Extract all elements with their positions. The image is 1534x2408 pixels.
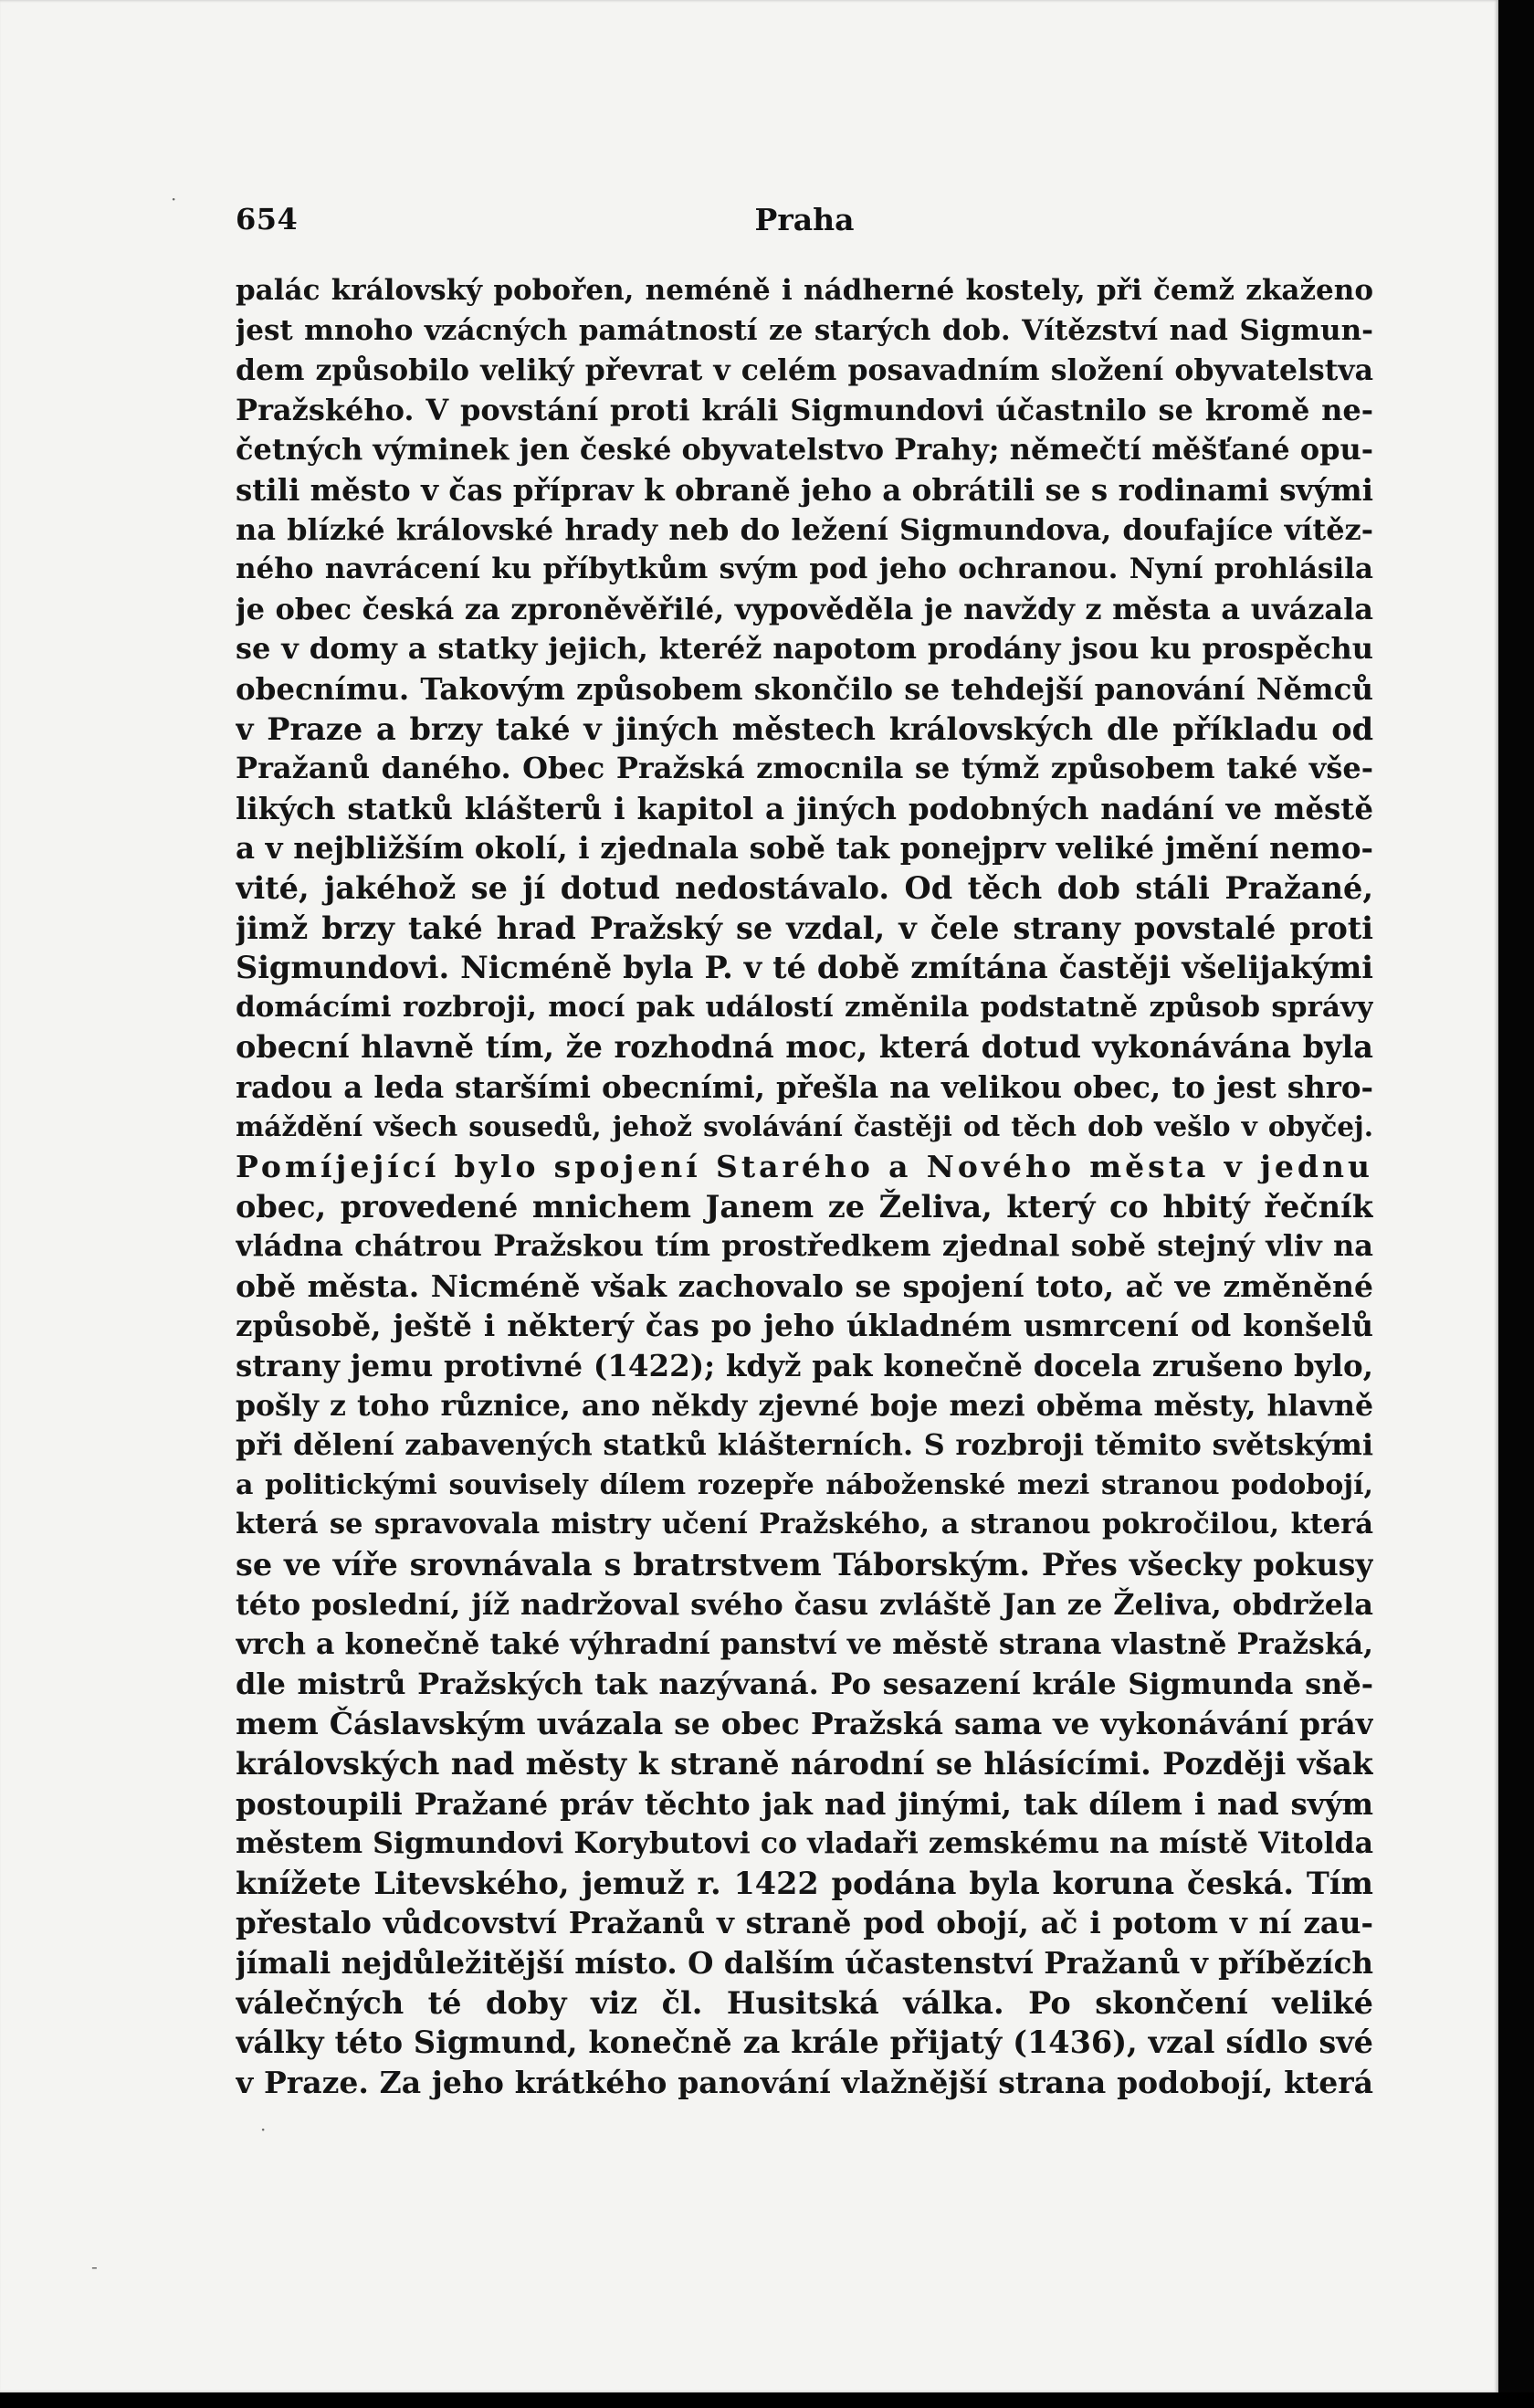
text-line: vité, jakéhož se jí dotud nedostávalo. Od těch dob stáli Pražané, xyxy=(236,869,1373,906)
text-line: způsobě, ještě i některý čas po jeho úkladném usmrcení od konšelů xyxy=(236,1308,1373,1344)
text-line: vládna chátrou Pražskou tím prostředkem zjednal sobě stejný vliv na xyxy=(236,1228,1373,1264)
text-line: postoupili Pražané práv těchto jak nad jinými, tak dílem i nad svým xyxy=(236,1785,1373,1822)
text-line: obec, provedené mnichem Janem ze Želiva, který co hbitý řečník xyxy=(236,1188,1373,1225)
text-line: jest mnoho vzácných památností ze starých dob. Vítězství nad Sigmun- xyxy=(236,313,1373,347)
text-line: Pomíjející bylo spojení Starého a Nového města v jednu xyxy=(236,1149,1373,1185)
text-line: obecní hlavně tím, že rozhodná moc, která dotud vykonávána byla xyxy=(236,1029,1373,1066)
text-line: palác královský pobořen, neméně i nádherné kostely, při čemž zkaženo xyxy=(236,274,1373,307)
scan-border-right xyxy=(1498,0,1534,2408)
text-line: stili město v čas příprav k obraně jeho a obrátili se s rodinami svými xyxy=(236,471,1373,508)
text-line: ného navrácení ku příbytkům svým pod jeho ochranou. Nyní prohlásila xyxy=(236,552,1373,586)
text-line: v Praze. Za jeho krátkého panování vlažnější strana podobojí, která xyxy=(236,2064,1373,2100)
text-line: vrch a konečně také výhradní panství ve městě strana vlastně Pražská, xyxy=(236,1627,1373,1662)
text-line: na blízké královské hrady neb do ležení Sigmundova, doufajíce vítěz- xyxy=(236,511,1373,547)
text-line: jimž brzy také hrad Pražský se vzdal, v čele strany povstalé proti xyxy=(236,910,1373,946)
text-line: pošly z toho různice, ano někdy zjevné boje mezi oběma městy, hlavně xyxy=(236,1388,1373,1423)
text-line: a v nejbližším okolí, i zjednala sobě tak ponejprv veliké jmění nemo- xyxy=(236,830,1373,867)
text-line: která se spravovala mistry učení Pražského, a stranou pokročilou, která xyxy=(236,1508,1373,1541)
scan-speck: · xyxy=(260,2119,267,2140)
text-line: máždění všech sousedů, jehož svolávání častěji od těch dob vešlo v obyčej. xyxy=(236,1110,1373,1143)
text-line: Pražanů daného. Obec Pražská zmocnila se týmž způsobem také vše- xyxy=(236,751,1373,786)
text-line: a politickými souvisely dílem rozepře náboženské mezi stranou podobojí, xyxy=(236,1468,1373,1501)
text-line: jímali nejdůležitější místo. O dalším účastenství Pražanů v příbězích xyxy=(236,1944,1373,1981)
text-line: obecnímu. Takovým způsobem skončilo se tehdejší panování Němců xyxy=(236,670,1373,707)
text-line: dem způsobilo veliký převrat v celém posavadním složení obyvatelstva xyxy=(236,353,1373,388)
text-line: Sigmundovi. Nicméně byla P. v té době zmítána častěji všelijakými xyxy=(236,950,1373,986)
page-number: 654 xyxy=(236,202,299,237)
text-line: strany jemu protivné (1422); když pak konečně docela zrušeno bylo, xyxy=(236,1348,1373,1384)
text-line: městem Sigmundovi Korybutovi co vladaři zemskému na místě Vitolda xyxy=(236,1826,1373,1861)
running-title: Praha xyxy=(754,202,855,237)
scan-speck: - xyxy=(91,2256,98,2277)
text-line: se ve víře srovnávala s bratrstvem Táborským. Přes všecky pokusy xyxy=(236,1547,1373,1583)
text-line: četných výminek jen české obyvatelstvo Prahy; němečtí měšťané opu- xyxy=(236,432,1373,468)
text-line: dle mistrů Pražských tak nazývaná. Po sesazení krále Sigmunda sně- xyxy=(236,1666,1373,1701)
text-line: válečných té doby viz čl. Husitská válka. Po skončení veliké xyxy=(236,1984,1373,2021)
text-line: se v domy a statky jejich, kteréž napotom prodány jsou ku prospěchu xyxy=(236,631,1373,667)
text-line: této poslední, jíž nadržoval svého času zvláště Jan ze Želiva, obdržela xyxy=(236,1586,1373,1622)
text-line: je obec česká za zproněvěřilé, vypověděla je navždy z města a uvázala xyxy=(236,591,1373,626)
text-line: přestalo vůdcovství Pražanů v straně pod obojí, ač i potom v ní zau- xyxy=(236,1905,1373,1941)
text-line: při dělení zabavených statků klášterních. S rozbroji těmito světskými xyxy=(236,1427,1373,1463)
text-line: Pražského. V povstání proti králi Sigmundovi účastnilo se kromě ne- xyxy=(236,392,1373,427)
text-line: obě města. Nicméně však zachovalo se spojení toto, ač ve změněné xyxy=(236,1267,1373,1304)
page-header xyxy=(236,202,1373,238)
scan-speck: · xyxy=(171,188,177,210)
text-line: domácími rozbroji, mocí pak událostí změnila podstatně způsob správy xyxy=(236,990,1373,1024)
article-body xyxy=(236,271,1373,2102)
text-line: mem Čáslavským uvázala se obec Pražská sama ve vykonávání práv xyxy=(236,1706,1373,1742)
text-line: knížete Litevského, jemuž r. 1422 podána byla koruna česká. Tím xyxy=(236,1865,1373,1901)
text-line: v Praze a brzy také v jiných městech královských dle příkladu od xyxy=(236,710,1373,747)
text-line: války této Sigmund, konečně za krále přijatý (1436), vzal sídlo své xyxy=(236,2024,1373,2061)
scan-border-bottom xyxy=(0,2392,1534,2408)
text-line: likých statků klášterů i kapitol a jiných podobných nadání ve městě xyxy=(236,790,1373,826)
text-line: radou a leda staršími obecními, přešla na velikou obec, to jest shro- xyxy=(236,1068,1373,1105)
text-line: královských nad městy k straně národní se hlásícími. Později však xyxy=(236,1745,1373,1782)
